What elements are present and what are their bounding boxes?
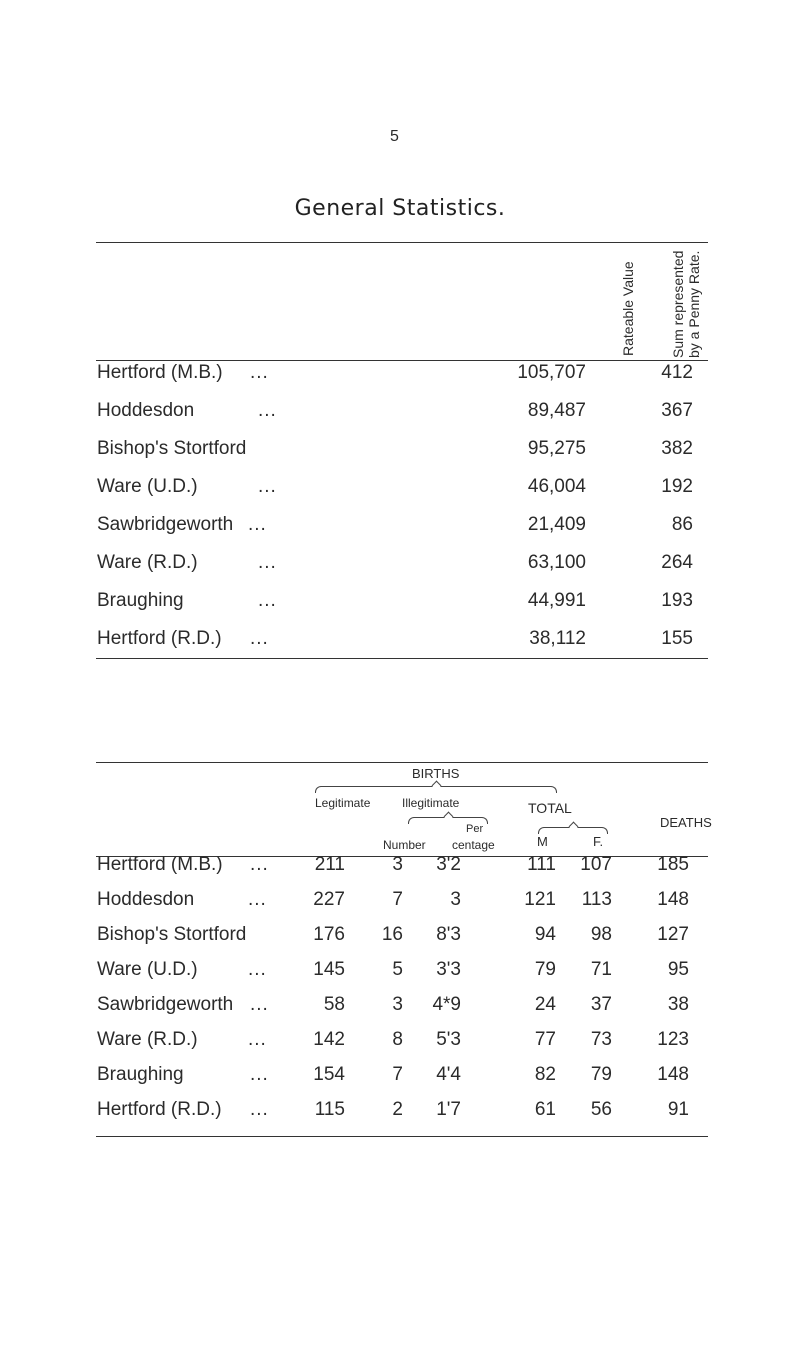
rateable-value-cell: 95,275 [527,438,586,459]
district-name: Hoddesdon [97,889,195,910]
illegit-number-cell: 16 [381,924,403,945]
total-m-cell: 79 [534,959,556,980]
leader-dots: ... [248,889,267,910]
district-name: Ware (R.D.) [97,552,198,573]
rateable-value-cell: 46,004 [527,476,586,497]
total-header: TOTAL [528,800,572,816]
legitimate-cell: 154 [313,1064,345,1085]
penny-rate-header-line1: Sum represented [670,250,686,358]
illegit-number-cell: 7 [392,1064,403,1085]
illegit-number-cell: 3 [392,854,403,875]
page-number: 5 [390,128,399,145]
legitimate-cell: 142 [313,1029,345,1050]
district-name: Braughing [97,590,184,611]
penny-rate-cell: 264 [661,552,693,573]
rateable-value-cell: 105,707 [517,362,586,383]
legitimate-cell: 211 [314,854,345,875]
total-m-cell: 82 [534,1064,556,1085]
deaths-cell: 95 [667,959,689,980]
total-m-cell: 111 [527,854,556,875]
deaths-cell: 91 [667,1099,689,1120]
table-row [0,1064,800,1094]
rateable-value-cell: 21,409 [527,514,586,535]
table-row [0,959,800,989]
illegit-percent-cell: 5'3 [436,1029,461,1050]
district-name: Hertford (R.D.) [97,1099,222,1120]
legitimate-cell: 227 [313,889,345,910]
deaths-cell: 38 [667,994,689,1015]
illegit-number-cell: 2 [392,1099,403,1120]
illegit-number-cell: 3 [392,994,403,1015]
table-row [0,514,800,544]
table-row [0,924,800,954]
deaths-cell: 127 [657,924,689,945]
leader-dots: ... [250,1099,269,1120]
table-row [0,400,800,430]
illegit-number-cell: 8 [392,1029,403,1050]
illegitimate-header: Illegitimate [402,796,460,810]
district-name: Hoddesdon [97,400,195,421]
illegit-percent-cell: 4*9 [432,994,461,1015]
legitimate-cell: 115 [314,1099,345,1120]
illegit-percent-cell: 8'3 [436,924,461,945]
table-row [0,854,800,884]
total-f-cell: 73 [590,1029,612,1050]
births-top-rule [96,762,708,763]
leader-dots: ... [250,1064,269,1085]
penny-rate-cell: 412 [661,362,693,383]
total-f-cell: 79 [590,1064,612,1085]
rateable-value-cell: 63,100 [527,552,586,573]
leader-dots: ... [258,400,277,421]
district-name: Braughing [97,1064,184,1085]
illegit-number-cell: 7 [392,889,403,910]
deaths-cell: 123 [657,1029,689,1050]
district-name: Bishop's Stortford [97,438,247,459]
total-m-cell: 61 [534,1099,556,1120]
table-row [0,438,800,468]
rateable-value-header: Rateable Value [620,261,636,356]
penny-rate-cell: 193 [661,590,693,611]
total-f-cell: 113 [581,889,612,910]
illegit-percent-cell: 3'3 [436,959,461,980]
total-f-cell: 56 [590,1099,612,1120]
per-header: Per [466,823,484,835]
leader-dots: ... [258,590,277,611]
table-row [0,1099,800,1129]
total-m-cell: 94 [534,924,556,945]
district-name: Hertford (R.D.) [97,628,222,649]
penny-rate-cell: 155 [661,628,693,649]
total-m-cell: 121 [524,889,556,910]
district-name: Bishop's Stortford [97,924,247,945]
total-m-header: M [537,834,548,849]
penny-rate-cell: 192 [661,476,693,497]
illegit-percent-cell: 3 [450,889,461,910]
table-row [0,628,800,658]
district-name: Sawbridgeworth [97,514,234,535]
deaths-cell: 148 [657,1064,689,1085]
legitimate-cell: 58 [323,994,345,1015]
leader-dots: ... [250,362,269,383]
illegit-percent-cell: 3'2 [436,854,461,875]
table-row [0,476,800,506]
penny-rate-header-line2: by a Penny Rate. [686,250,702,358]
births-brace [315,786,557,793]
births-bottom-rule [96,1136,708,1137]
leader-dots: ... [248,514,267,535]
rateable-value-cell: 44,991 [527,590,586,611]
total-m-cell: 24 [534,994,556,1015]
illegit-percent-cell: 1'7 [436,1099,461,1120]
table-row [0,994,800,1024]
leader-dots: ... [248,1029,267,1050]
total-f-header: F. [593,834,604,849]
total-f-cell: 107 [580,854,612,875]
total-f-cell: 71 [590,959,612,980]
total-f-cell: 37 [590,994,612,1015]
illegit-percent-cell: 4'4 [436,1064,461,1085]
district-name: Ware (R.D.) [97,1029,198,1050]
births-header: BIRTHS [412,766,460,781]
legitimate-cell: 176 [313,924,345,945]
total-f-cell: 98 [590,924,612,945]
table-row [0,362,800,392]
leader-dots: ... [248,959,267,980]
penny-rate-cell: 382 [661,438,693,459]
table-header-rule [96,360,708,361]
page-title: General Statistics. [294,196,506,221]
legitimate-cell: 145 [313,959,345,980]
rateable-value-cell: 38,112 [529,628,586,649]
table-row [0,590,800,620]
penny-rate-cell: 86 [671,514,693,535]
district-name: Hertford (M.B.) [97,854,223,875]
table-bottom-rule [96,658,708,659]
leader-dots: ... [250,628,269,649]
total-m-cell: 77 [534,1029,556,1050]
legitimate-header: Legitimate [315,796,371,810]
deaths-header: DEATHS [660,815,712,830]
leader-dots: ... [258,552,277,573]
deaths-cell: 185 [657,854,689,875]
table-row [0,552,800,582]
district-name: Ware (U.D.) [97,476,198,497]
deaths-cell: 148 [657,889,689,910]
illegit-number-cell: 5 [392,959,403,980]
table-top-rule [96,242,708,243]
leader-dots: ... [250,994,269,1015]
table-row [0,1029,800,1059]
district-name: Hertford (M.B.) [97,362,223,383]
table-row [0,889,800,919]
leader-dots: ... [250,854,269,875]
rateable-value-cell: 89,487 [527,400,586,421]
district-name: Ware (U.D.) [97,959,198,980]
number-header: Number [383,838,426,852]
centage-header: centage [452,838,495,852]
penny-rate-cell: 367 [661,400,693,421]
district-name: Sawbridgeworth [97,994,234,1015]
total-brace [538,827,608,834]
leader-dots: ... [258,476,277,497]
